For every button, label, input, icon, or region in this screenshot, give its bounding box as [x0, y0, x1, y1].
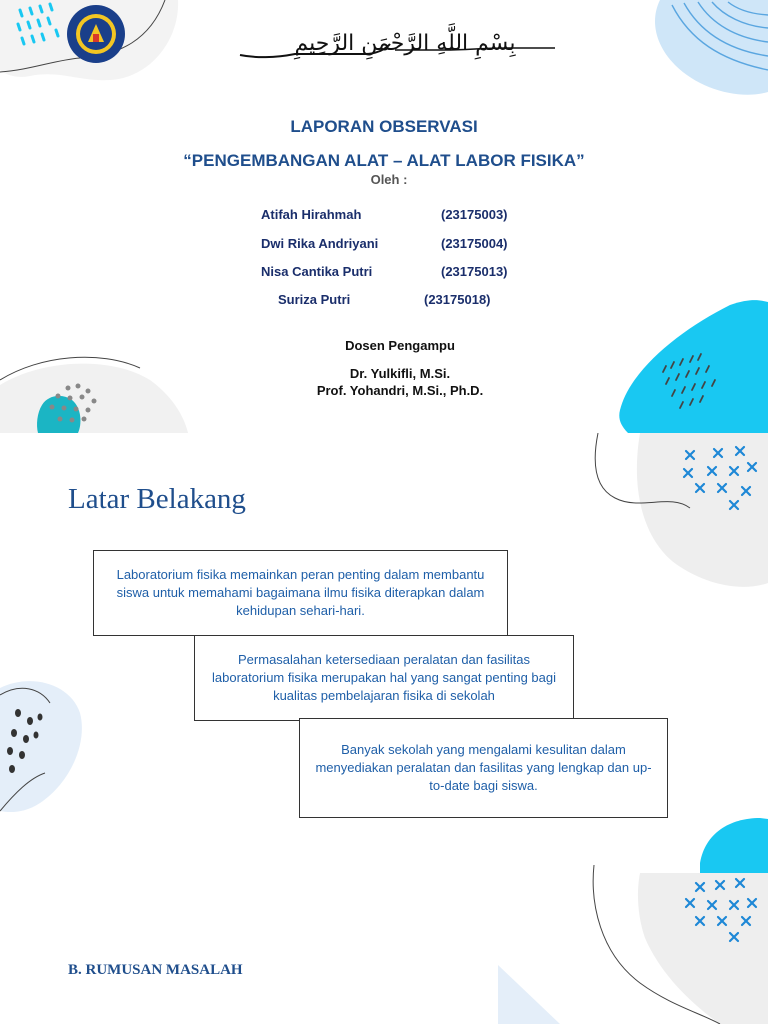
- author-id: (23175013): [441, 264, 508, 279]
- author-name: Nisa Cantika Putri: [261, 264, 373, 279]
- author-name: Suriza Putri: [278, 292, 351, 307]
- basmalah-calligraphy: [235, 20, 565, 75]
- background-point-box: [93, 550, 508, 636]
- left-middle-blob: [0, 681, 82, 812]
- author-id: (23175004): [441, 236, 508, 251]
- lecturer-label: Dosen Pengampu: [345, 338, 455, 353]
- author-name: Atifah Hirahmah: [261, 207, 362, 222]
- cover-slide: [0, 0, 768, 433]
- basmalah-text: بِسْمِ اللَّهِ الرَّحْمَنِ الرَّحِيمِ: [294, 31, 516, 56]
- bottom-triangle: [498, 965, 560, 1024]
- lecturer-name: Prof. Yohandri, M.Si., Ph.D.: [316, 383, 484, 398]
- university-logo: [66, 4, 126, 64]
- lecturer-name: Dr. Yulkifli, M.Si.: [349, 366, 451, 381]
- author-id: (23175018): [424, 292, 491, 307]
- background-point-box: [299, 718, 668, 818]
- background-point-text: Laboratorium fisika memainkan peran penting dalam membantu siswa untuk memahami bagaimana ilmu fisika diterapkan dalam kehidupan sehari-hari.: [116, 567, 485, 618]
- author-id: (23175003): [441, 207, 508, 222]
- top-right-blob: [655, 0, 768, 95]
- bottom-right-gray-blob: [638, 873, 768, 1024]
- author-name: Dwi Rika Andriyani: [261, 236, 379, 251]
- background-point-text: Permasalahan ketersediaan peralatan dan fasilitas laboratorium fisika merupakan hal yang sangat penting bagi kualitas pembelajaran fisika di sekolah: [212, 652, 556, 703]
- report-title: LAPORAN OBSERVASI: [290, 117, 478, 136]
- background-point-box: [194, 635, 574, 721]
- bottom-right-cyan-blob: [700, 818, 768, 873]
- background-point-text: Banyak sekolah yang mengalami kesulitan dalam menyediakan peralatan dan fasilitas yang lengkap dan up-to-date bagi siswa.: [315, 742, 652, 793]
- by-label: Oleh :: [370, 172, 408, 187]
- section-heading: Latar Belakang: [68, 483, 246, 515]
- top-right-gray-blob: [637, 433, 768, 587]
- background-slide: [0, 433, 768, 1024]
- next-section-heading: B. RUMUSAN MASALAH: [68, 962, 243, 978]
- report-subtitle: “PENGEMBANGAN ALAT – ALAT LABOR FISIKA”: [183, 151, 585, 170]
